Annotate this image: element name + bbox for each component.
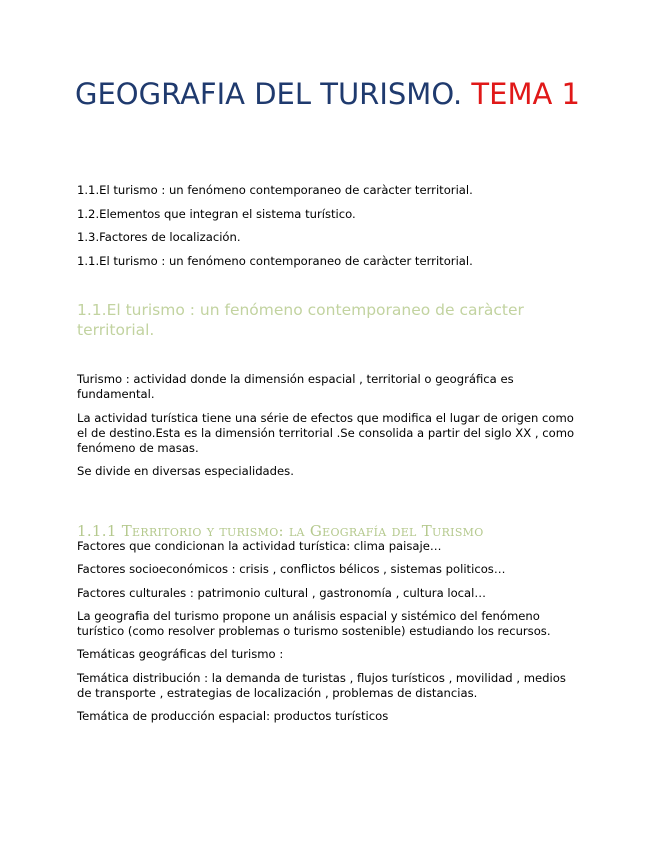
- paragraph: Factores socioeconómicos : crisis , conflictos bélicos , sistemas politicos…: [77, 562, 506, 577]
- section-body: [77, 372, 582, 488]
- title-main: GEOGRAFIA DEL TURISMO.: [75, 77, 463, 111]
- paragraph: Temática distribución : la demanda de turistas , flujos turísticos , movilidad , medios de transporte , estrategias de localización , problemas de distancias.: [77, 670, 566, 701]
- title-accent: TEMA 1: [471, 77, 580, 111]
- table-of-contents: [77, 183, 473, 277]
- subsection-heading: 1.1.1 Territorio y turismo: la Geografía del Turismo: [77, 522, 484, 540]
- paragraph: Temáticas geográficas del turismo :: [77, 647, 284, 662]
- paragraph: Temática de producción espacial: productos turísticos: [77, 709, 389, 724]
- paragraph: La geografia del turismo propone un análisis espacial y sistémico del fenómeno turístico (como resolver problemas o turismo sostenible) estudiando los recursos.: [77, 608, 551, 639]
- paragraph: Turismo : actividad donde la dimensión espacial , territorial o geográfica es fundamental.: [77, 372, 514, 402]
- section-heading: 1.1.El turismo : un fenómeno contemporaneo de caràcter territorial.: [77, 301, 524, 339]
- document-title: [60, 76, 595, 113]
- paragraph: Se divide en diversas especialidades.: [77, 464, 294, 479]
- paragraph: La actividad turística tiene una série de efectos que modifica el lugar de origen como el de destino.Esta es la dimensión territorial .Se consolida a partir del siglo XX , como fenómeno de masas.: [77, 410, 575, 456]
- paragraph: Factores que condicionan la actividad turística: clima paisaje…: [77, 539, 442, 553]
- subsection-body: [77, 539, 582, 733]
- toc-item: 1.3.Factores de localización.: [77, 230, 241, 244]
- paragraph: Factores culturales : patrimonio cultural , gastronomía , cultura local…: [77, 585, 486, 600]
- toc-item: 1.2.Elementos que integran el sistema turístico.: [77, 206, 356, 221]
- toc-item: 1.1.El turismo : un fenómeno contemporaneo de caràcter territorial.: [77, 253, 473, 268]
- toc-item: 1.1.El turismo : un fenómeno contemporaneo de caràcter territorial.: [77, 183, 473, 197]
